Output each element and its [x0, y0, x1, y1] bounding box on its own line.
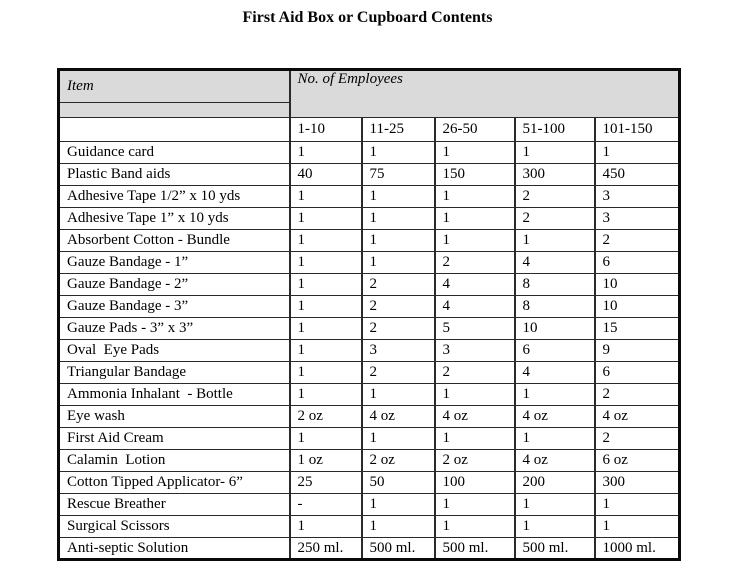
value-cell: 4 oz [435, 406, 515, 428]
value-cell: 2 [362, 362, 435, 384]
value-cell: 1 [595, 516, 680, 538]
value-cell: 3 [595, 186, 680, 208]
table-row [59, 494, 680, 516]
value-cell: 4 oz [362, 406, 435, 428]
value-cell: 1 [290, 186, 362, 208]
table-row [59, 318, 680, 340]
value-cell: 25 [290, 472, 362, 494]
value-cell: 40 [290, 164, 362, 186]
col-header-11-25: 11-25 [362, 118, 435, 142]
value-cell: 1 [362, 384, 435, 406]
item-cell: First Aid Cream [59, 428, 290, 450]
value-cell: 150 [435, 164, 515, 186]
col-header-51-100: 51-100 [515, 118, 595, 142]
table-row [59, 362, 680, 384]
value-cell: 1 [435, 208, 515, 230]
value-cell: 2 [362, 274, 435, 296]
value-cell: 6 [595, 252, 680, 274]
page-title: First Aid Box or Cupboard Contents [242, 9, 493, 26]
blank-header-cell [59, 118, 290, 142]
value-cell: 2 [435, 252, 515, 274]
value-cell: 6 oz [595, 450, 680, 472]
table-row [59, 450, 680, 472]
value-cell: 1 [362, 516, 435, 538]
value-cell: 500 ml. [515, 538, 595, 560]
value-cell: 1 [515, 230, 595, 252]
contents-table [57, 68, 681, 561]
table-row [59, 472, 680, 494]
table-row [59, 142, 680, 164]
value-cell: 1 [290, 362, 362, 384]
table-row [59, 230, 680, 252]
value-cell: 5 [435, 318, 515, 340]
value-cell: 1 [362, 428, 435, 450]
value-cell: 500 ml. [435, 538, 515, 560]
value-cell: 1 [515, 384, 595, 406]
item-cell: Surgical Scissors [59, 516, 290, 538]
header-row-main [59, 70, 680, 103]
value-cell: 1 [290, 340, 362, 362]
value-cell: 1 [435, 230, 515, 252]
item-cell: Adhesive Tape 1” x 10 yds [59, 208, 290, 230]
value-cell: 4 oz [595, 406, 680, 428]
value-cell: 2 oz [362, 450, 435, 472]
item-cell: Rescue Breather [59, 494, 290, 516]
value-cell: 6 [515, 340, 595, 362]
item-cell: Calamin Lotion [59, 450, 290, 472]
item-cell: Absorbent Cotton - Bundle [59, 230, 290, 252]
item-cell: Gauze Bandage - 1” [59, 252, 290, 274]
value-cell: 1 [515, 494, 595, 516]
header-row-ranges [59, 118, 680, 142]
value-cell: 4 oz [515, 406, 595, 428]
item-header-spacer-cell [59, 103, 290, 118]
item-cell: Eye wash [59, 406, 290, 428]
value-cell: 2 [515, 208, 595, 230]
value-cell: 10 [595, 274, 680, 296]
value-cell: 1 [290, 296, 362, 318]
value-cell: 300 [595, 472, 680, 494]
value-cell: 1 [362, 252, 435, 274]
item-cell: Ammonia Inhalant - Bottle [59, 384, 290, 406]
value-cell: 2 oz [290, 406, 362, 428]
item-cell: Gauze Bandage - 2” [59, 274, 290, 296]
value-cell: 1 [435, 142, 515, 164]
value-cell: 200 [515, 472, 595, 494]
value-cell: 4 [515, 252, 595, 274]
value-cell: - [290, 494, 362, 516]
value-cell: 1 [362, 230, 435, 252]
value-cell: 10 [515, 318, 595, 340]
table-row [59, 340, 680, 362]
item-cell: Anti-septic Solution [59, 538, 290, 560]
value-cell: 1 [362, 208, 435, 230]
value-cell: 1 [362, 142, 435, 164]
item-cell: Adhesive Tape 1/2” x 10 yds [59, 186, 290, 208]
table-row [59, 252, 680, 274]
value-cell: 2 oz [435, 450, 515, 472]
table-row [59, 406, 680, 428]
value-cell: 3 [362, 340, 435, 362]
value-cell: 1 [435, 494, 515, 516]
value-cell: 1 [290, 142, 362, 164]
table-row [59, 538, 680, 560]
value-cell: 2 [362, 318, 435, 340]
table-row [59, 428, 680, 450]
value-cell: 4 [435, 296, 515, 318]
value-cell: 100 [435, 472, 515, 494]
value-cell: 1 [362, 494, 435, 516]
value-cell: 3 [595, 208, 680, 230]
value-cell: 500 ml. [362, 538, 435, 560]
value-cell: 1 [290, 274, 362, 296]
table-row [59, 208, 680, 230]
value-cell: 1 [435, 516, 515, 538]
value-cell: 15 [595, 318, 680, 340]
table-row [59, 384, 680, 406]
value-cell: 1 [290, 230, 362, 252]
value-cell: 8 [515, 296, 595, 318]
item-cell: Oval Eye Pads [59, 340, 290, 362]
value-cell: 1 [435, 186, 515, 208]
value-cell: 10 [595, 296, 680, 318]
value-cell: 3 [435, 340, 515, 362]
value-cell: 1 [435, 384, 515, 406]
col-header-101-150: 101-150 [595, 118, 680, 142]
item-cell: Cotton Tipped Applicator- 6” [59, 472, 290, 494]
table-row [59, 274, 680, 296]
value-cell: 6 [595, 362, 680, 384]
table-row [59, 164, 680, 186]
value-cell: 300 [515, 164, 595, 186]
table-row [59, 186, 680, 208]
table-row [59, 516, 680, 538]
item-cell: Triangular Bandage [59, 362, 290, 384]
col-header-26-50: 26-50 [435, 118, 515, 142]
value-cell: 450 [595, 164, 680, 186]
value-cell: 2 [435, 362, 515, 384]
value-cell: 1000 ml. [595, 538, 680, 560]
value-cell: 1 [290, 428, 362, 450]
value-cell: 2 [595, 428, 680, 450]
value-cell: 2 [362, 296, 435, 318]
col-header-1-10: 1-10 [290, 118, 362, 142]
value-cell: 2 [595, 384, 680, 406]
employees-group-header: No. of Employees [290, 70, 680, 118]
value-cell: 2 [515, 186, 595, 208]
value-cell: 1 oz [290, 450, 362, 472]
value-cell: 1 [515, 428, 595, 450]
table-body [59, 142, 680, 560]
value-cell: 8 [515, 274, 595, 296]
value-cell: 4 [515, 362, 595, 384]
value-cell: 1 [595, 494, 680, 516]
value-cell: 250 ml. [290, 538, 362, 560]
value-cell: 9 [595, 340, 680, 362]
value-cell: 1 [290, 384, 362, 406]
item-cell: Guidance card [59, 142, 290, 164]
value-cell: 4 oz [515, 450, 595, 472]
item-cell: Plastic Band aids [59, 164, 290, 186]
value-cell: 1 [290, 318, 362, 340]
table-row [59, 296, 680, 318]
value-cell: 1 [595, 142, 680, 164]
value-cell: 1 [290, 516, 362, 538]
value-cell: 1 [515, 142, 595, 164]
item-cell: Gauze Bandage - 3” [59, 296, 290, 318]
value-cell: 1 [290, 208, 362, 230]
value-cell: 4 [435, 274, 515, 296]
value-cell: 50 [362, 472, 435, 494]
value-cell: 1 [290, 252, 362, 274]
item-column-header: Item [59, 70, 290, 103]
value-cell: 2 [595, 230, 680, 252]
value-cell: 1 [515, 516, 595, 538]
item-cell: Gauze Pads - 3” x 3” [59, 318, 290, 340]
value-cell: 1 [362, 186, 435, 208]
value-cell: 1 [435, 428, 515, 450]
value-cell: 75 [362, 164, 435, 186]
